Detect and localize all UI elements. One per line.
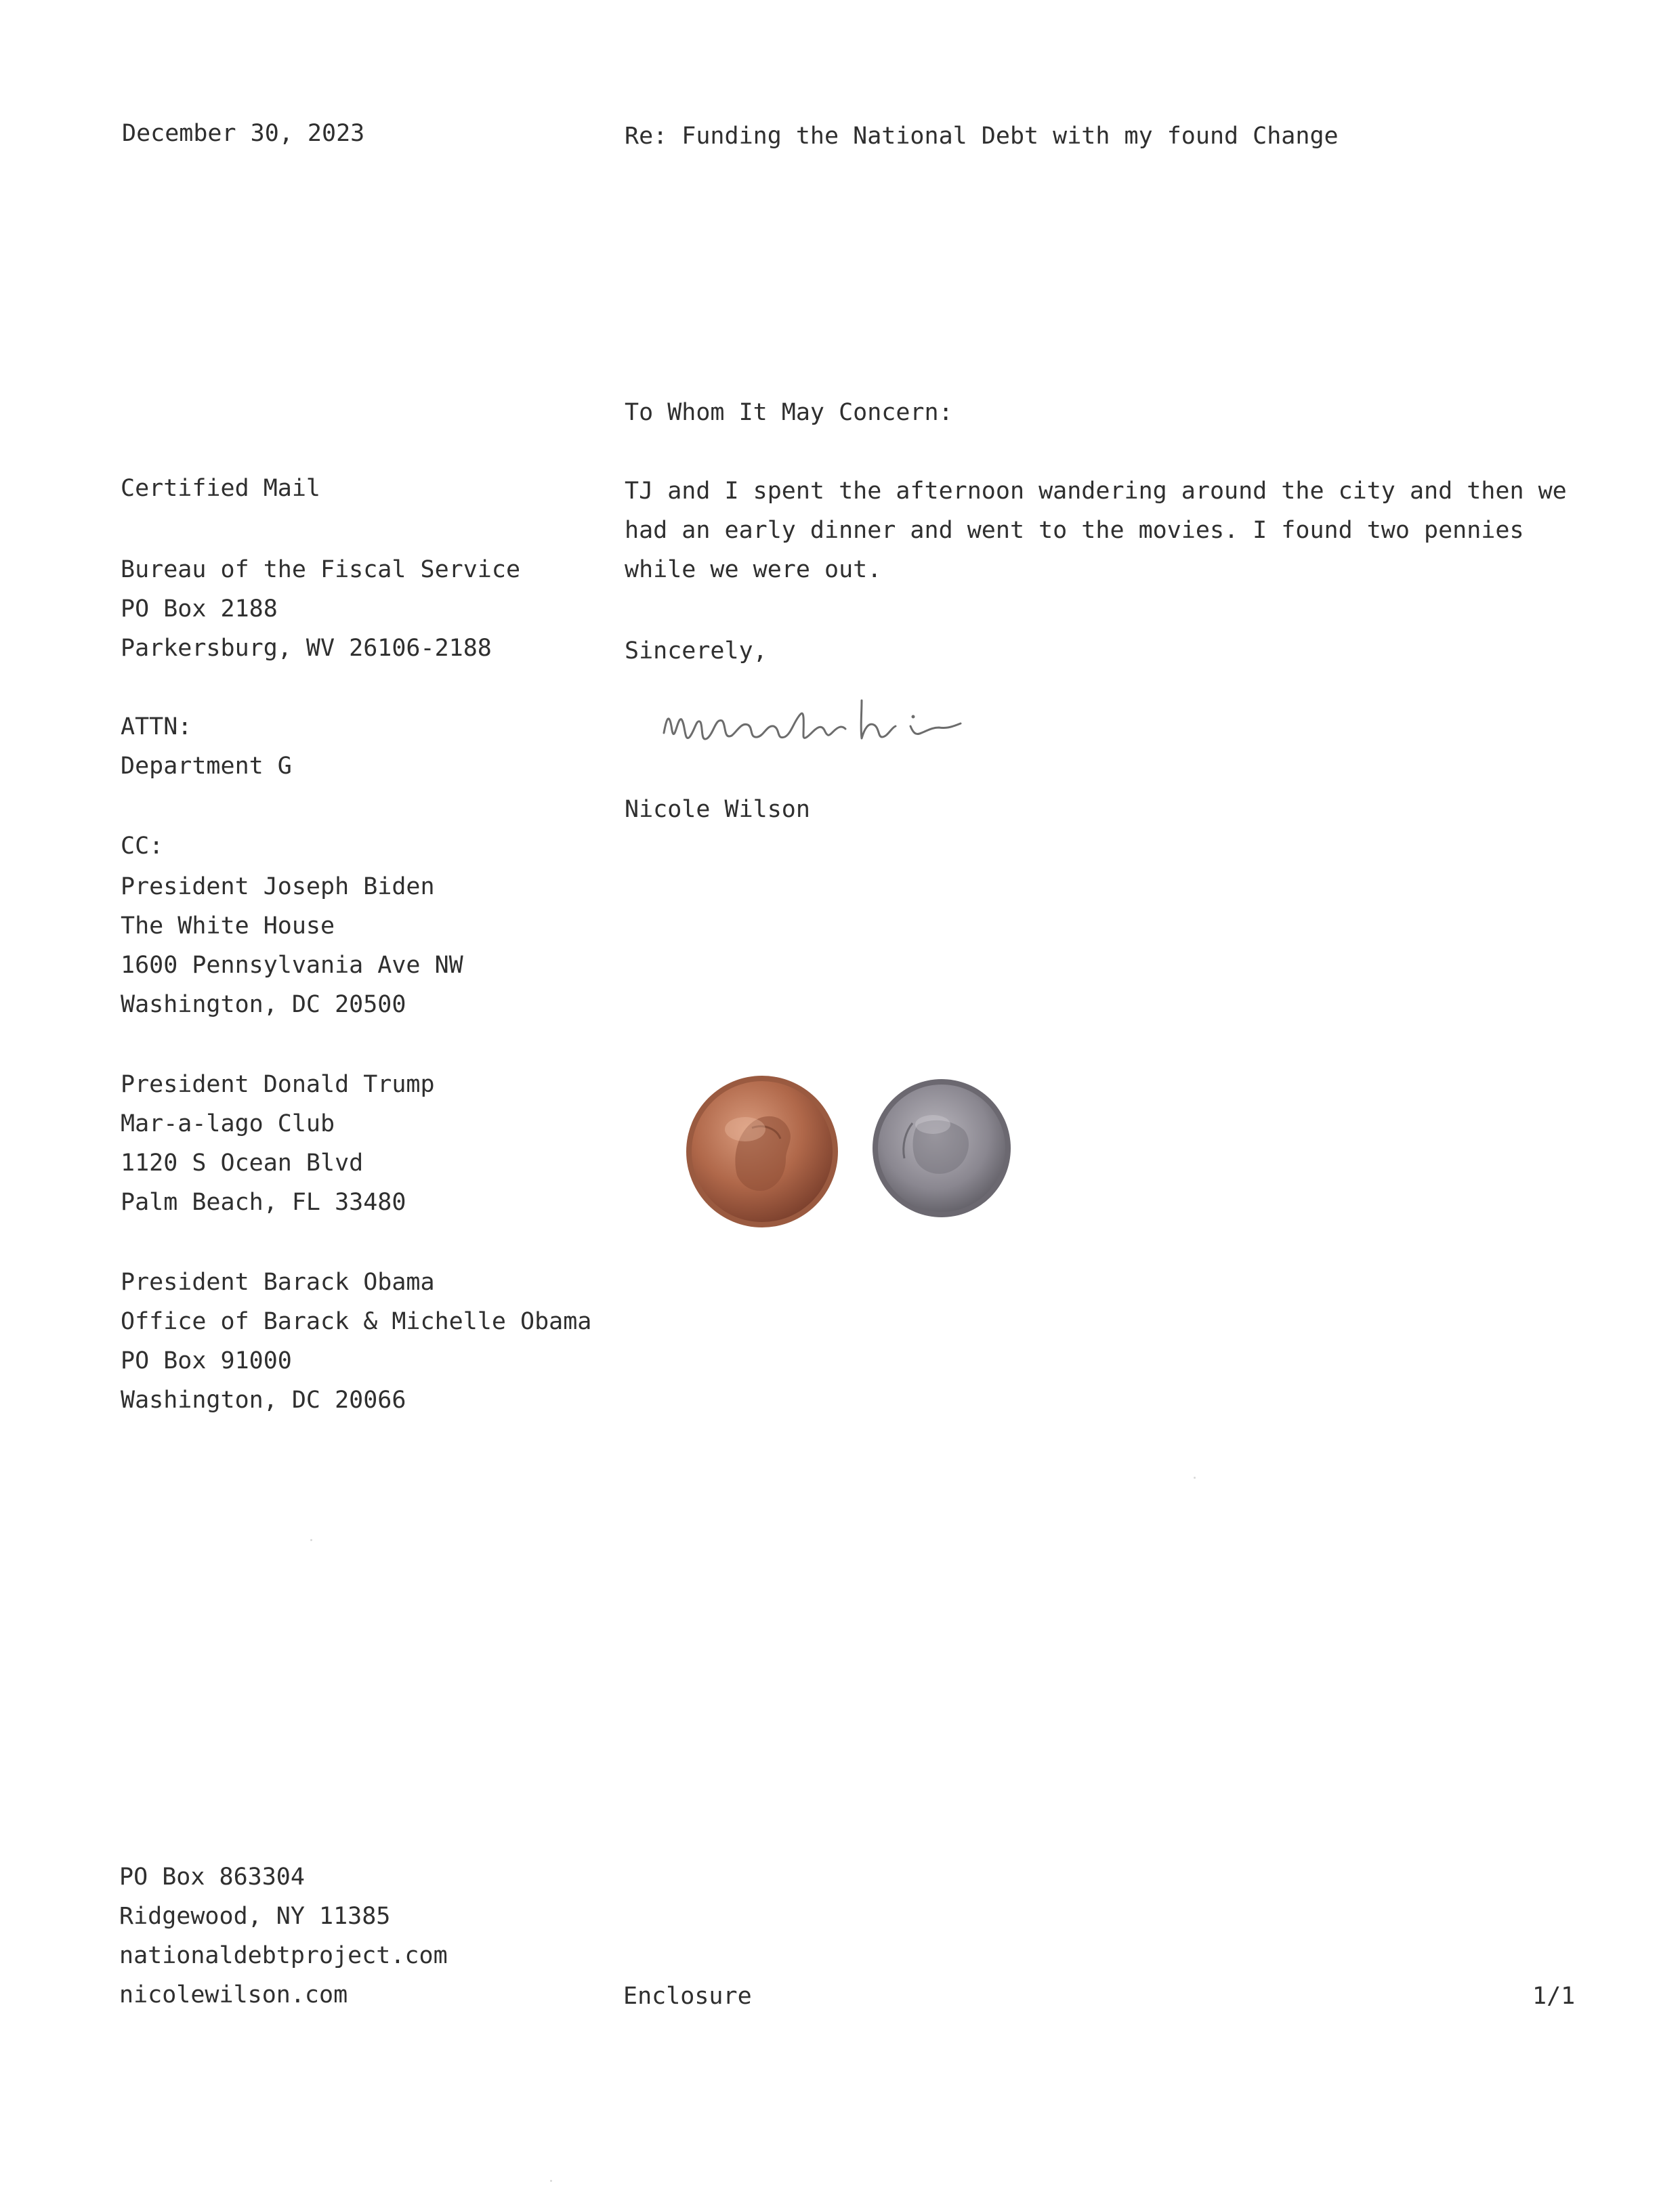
sender-address xyxy=(119,1857,448,2015)
address-line: The White House xyxy=(121,912,335,940)
cc-address xyxy=(121,867,463,1024)
address-line: Palm Beach, FL 33480 xyxy=(121,1189,406,1216)
salutation: To Whom It May Concern: xyxy=(625,399,953,426)
body-line: while we were out. xyxy=(625,556,882,583)
address-line: Parkersburg, WV 26106-2188 xyxy=(121,635,492,662)
address-line: 1120 S Ocean Blvd xyxy=(121,1150,364,1177)
enclosed-coins xyxy=(677,1057,1057,1260)
signer-name: Nicole Wilson xyxy=(625,796,810,823)
enclosure-note: Enclosure xyxy=(623,1983,752,2010)
address-line: 1600 Pennsylvania Ave NW xyxy=(121,952,463,979)
address-line: President Donald Trump xyxy=(121,1071,435,1098)
paper-speck xyxy=(550,2180,552,2182)
paper-speck xyxy=(310,1539,312,1541)
recipient-address xyxy=(121,550,520,668)
sender-line: Ridgewood, NY 11385 xyxy=(119,1903,391,1930)
sender-line: PO Box 863304 xyxy=(119,1864,305,1891)
letter-body xyxy=(625,471,1573,589)
handwritten-signature xyxy=(658,677,984,778)
address-line: Washington, DC 20066 xyxy=(121,1387,406,1414)
attn-department: Department G xyxy=(121,753,292,780)
cc-address xyxy=(121,1065,435,1222)
address-line: Bureau of the Fiscal Service xyxy=(121,556,521,583)
cc-label: CC: xyxy=(121,833,164,860)
letter-subject: Re: Funding the National Debt with my found Change xyxy=(625,123,1339,150)
sender-website: nicolewilson.com xyxy=(119,1981,348,2008)
cc-address xyxy=(121,1263,591,1420)
address-line: Washington, DC 20500 xyxy=(121,991,406,1018)
body-line: TJ and I spent the afternoon wandering around the city and then we xyxy=(625,478,1567,505)
closing: Sincerely, xyxy=(625,637,768,665)
address-line: Mar-a-lago Club xyxy=(121,1110,335,1137)
address-line: Office of Barack & Michelle Obama xyxy=(121,1308,592,1335)
mail-type: Certified Mail xyxy=(121,475,321,502)
sender-website: nationaldebtproject.com xyxy=(119,1942,448,1969)
attention-block xyxy=(121,707,292,786)
dime-icon xyxy=(870,1077,1013,1219)
page-number: 1/1 xyxy=(1532,1983,1576,2010)
address-line: PO Box 91000 xyxy=(121,1347,292,1374)
body-line: had an early dinner and went to the movies. I found two pennies xyxy=(625,517,1524,544)
penny-icon xyxy=(684,1074,840,1229)
address-line: President Joseph Biden xyxy=(121,873,435,900)
address-line: President Barack Obama xyxy=(121,1269,435,1296)
letter-date: December 30, 2023 xyxy=(122,120,365,147)
attn-label: ATTN: xyxy=(121,713,192,740)
paper-speck xyxy=(1194,1477,1196,1479)
address-line: PO Box 2188 xyxy=(121,595,278,623)
